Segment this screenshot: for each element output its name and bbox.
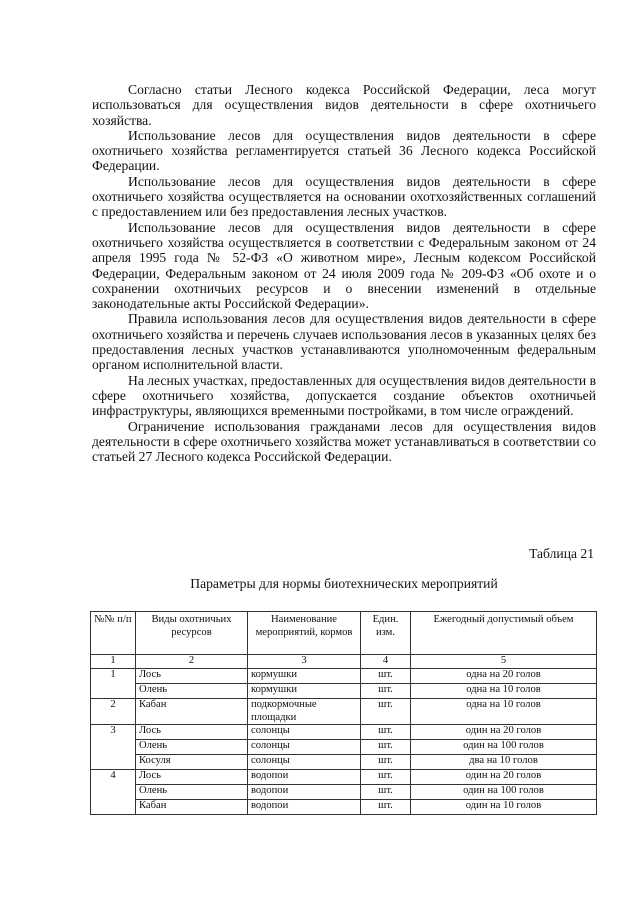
unit-cell: шт. xyxy=(361,725,411,740)
table-header-row xyxy=(91,612,597,655)
biotech-params-table xyxy=(90,611,597,815)
column-number: 5 xyxy=(411,655,597,669)
volume-cell: один на 100 голов xyxy=(411,785,597,800)
unit-cell: шт. xyxy=(361,785,411,800)
unit-cell: шт. xyxy=(361,669,411,684)
table-row xyxy=(91,669,597,684)
resource-cell: Лось xyxy=(136,725,248,740)
unit-cell: шт. xyxy=(361,740,411,755)
column-number: 3 xyxy=(248,655,361,669)
measure-cell: водопои xyxy=(248,785,361,800)
paragraph: Согласно статьи Лесного кодекса Российской Федерации, леса могут использоваться для осуществления видов деятельности в сфере охотничьего хозяйства. xyxy=(92,82,596,128)
paragraph: На лесных участках, предоставленных для осуществления видов деятельности в сфере охотничьего хозяйства, допускается создание объектов охотничьей инфраструктуры, являющихся временными постройками, в том числе ограждений. xyxy=(92,372,596,419)
column-number: 2 xyxy=(136,655,248,669)
resource-cell: Кабан xyxy=(136,800,248,815)
unit-cell: шт. xyxy=(361,755,411,770)
column-number: 1 xyxy=(91,655,136,669)
measure-cell: водопои xyxy=(248,770,361,785)
resource-cell: Кабан xyxy=(136,699,248,725)
table-row xyxy=(91,800,597,815)
paragraph: Использование лесов для осуществления видов деятельности в сфере охотничьего хозяйства регламентируется статьей 36 Лесного кодекса Российской Федерации. xyxy=(92,127,596,174)
resource-cell: Олень xyxy=(136,684,248,699)
volume-cell: одна на 20 голов xyxy=(411,669,597,684)
measure-cell: солонцы xyxy=(248,755,361,770)
paragraph: Использование лесов для осуществления видов деятельности в сфере охотничьего хозяйства осуществляется на основании охотхозяйственных соглашений с предоставлением или без предоставления лесных участков. xyxy=(92,173,596,220)
table-row xyxy=(91,740,597,755)
unit-cell: шт. xyxy=(361,800,411,815)
header-resource: Виды охотничьих ресурсов xyxy=(136,612,248,655)
header-measure: Наименование мероприятий, кормов xyxy=(248,612,361,655)
measure-cell: солонцы xyxy=(248,740,361,755)
measure-cell: подкормочные площадки xyxy=(248,699,361,725)
volume-cell: один на 100 голов xyxy=(411,740,597,755)
table-number: Таблица 21 xyxy=(529,546,594,561)
volume-cell: одна на 10 голов xyxy=(411,684,597,699)
table-row xyxy=(91,725,597,740)
table-row xyxy=(91,785,597,800)
measure-cell: кормушки xyxy=(248,684,361,699)
volume-cell: одна на 10 голов xyxy=(411,699,597,725)
body-text xyxy=(92,82,596,464)
paragraph: Правила использования лесов для осуществления видов деятельности в сфере охотничьего хозяйства и перечень случаев использования лесов в указанных целях без предоставления лесных участков устанавливаются уполномоченным федеральным органом исполнительной власти. xyxy=(92,311,596,373)
volume-cell: один на 10 голов xyxy=(411,800,597,815)
measure-cell: солонцы xyxy=(248,725,361,740)
table-row xyxy=(91,770,597,785)
resource-cell: Олень xyxy=(136,740,248,755)
resource-cell: Лось xyxy=(136,669,248,684)
unit-cell: шт. xyxy=(361,699,411,725)
volume-cell: один на 20 голов xyxy=(411,725,597,740)
measure-cell: кормушки xyxy=(248,669,361,684)
volume-cell: два на 10 голов xyxy=(411,755,597,770)
row-number: 1 xyxy=(91,669,136,699)
unit-cell: шт. xyxy=(361,770,411,785)
column-number: 4 xyxy=(361,655,411,669)
unit-cell: шт. xyxy=(361,684,411,699)
paragraph: Ограничение использования гражданами лесов для осуществления видов деятельности в сфере охотничьего хозяйства может устанавливаться в соответствии со статьей 27 Лесного кодекса Российской Федерации. xyxy=(92,418,596,465)
table-row xyxy=(91,684,597,699)
table-row xyxy=(91,755,597,770)
header-num: №№ п/п xyxy=(91,612,136,655)
resource-cell: Олень xyxy=(136,785,248,800)
table-row xyxy=(91,699,597,725)
volume-cell: один на 20 голов xyxy=(411,770,597,785)
row-number: 4 xyxy=(91,770,136,815)
resource-cell: Косуля xyxy=(136,755,248,770)
table-title: Параметры для нормы биотехнических мероприятий xyxy=(190,576,498,591)
header-unit: Един. изм. xyxy=(361,612,411,655)
column-number-row xyxy=(91,655,597,669)
row-number: 3 xyxy=(91,725,136,770)
measure-cell: водопои xyxy=(248,800,361,815)
paragraph: Использование лесов для осуществления видов деятельности в сфере охотничьего хозяйства осуществляется в соответствии с Федеральным законом от 24 апреля 1995 года № 52-ФЗ «О животном мире», Лесным кодексом Российской Федерации, Федеральным законом от 24 июля 2009 года № 209-ФЗ «Об охоте и о сохранении охотничьих ресурсов и о внесении изменений в отдельные законодательные акты Российской Федерации». xyxy=(92,219,596,312)
header-volume: Ежегодный допустимый объем xyxy=(411,612,597,655)
row-number: 2 xyxy=(91,699,136,725)
resource-cell: Лось xyxy=(136,770,248,785)
